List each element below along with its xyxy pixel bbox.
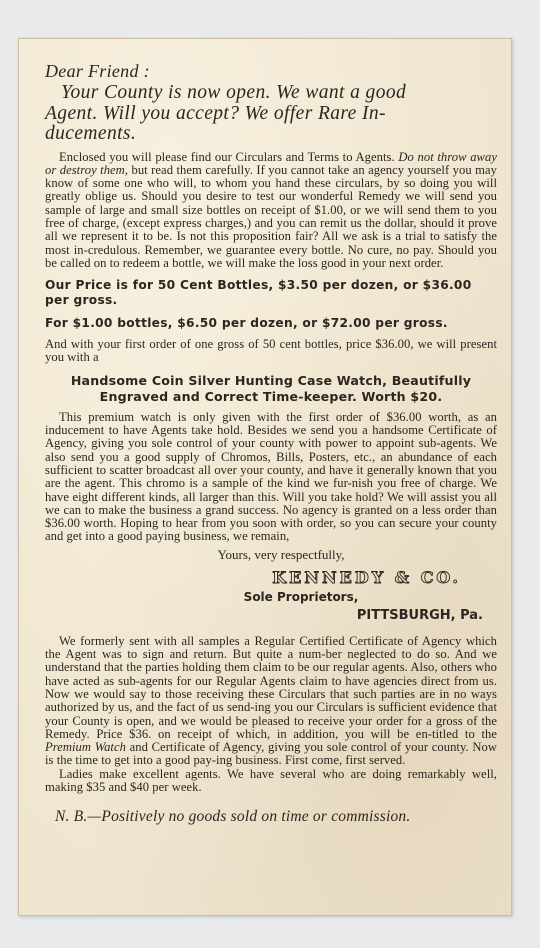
greeting: Dear Friend : <box>45 61 150 81</box>
first-order-text: And with your first order of one gross of 50 cent bottles, price $36.00, we will present you with a <box>45 337 497 365</box>
signoff: Yours, very respectfully, <box>217 546 345 562</box>
headline-line-3: ducements. <box>45 123 137 144</box>
city: PITTSBURGH, Pa. <box>356 607 483 623</box>
headline-line-2: Agent. Will you accept? We offer Rare In- <box>45 102 386 124</box>
company-name: KENNEDY & CO. <box>272 567 461 587</box>
price-1-dollar: For $1.00 bottles, $6.50 per dozen, or $72.00 per gross. <box>45 316 448 331</box>
formerly-paragraph <box>45 635 497 768</box>
intro-paragraph <box>45 151 497 271</box>
headline-line-1: Your County is now open. We want a good <box>61 82 407 103</box>
headline <box>45 83 497 145</box>
formerly-text-c: and Certificate of Agency, giving you sole control of your county. Now is the time to get into a good pay-ing business. First come, first served. <box>45 740 497 768</box>
intro-text-c: but read them carefully. If you cannot take an agency yourself you may know of some one who will, to whom you hand these circulars, by so doing you will greatly oblige us. Should you desire to test our wonderful Remedy we will send you sample of large and small size bottles on receipt of $1.00, or we will send them to you free of charge, (except express charges,) and you can remit us the dollar, should it prove all we represent it to be. Is not this proposition fair? All we ask is a trial to satisfy the most in-credulous. Remember, we guarantee every bottle. No cure, no pay. Should you be called on to redeem a bottle, we will make the loss good in your next order. <box>45 162 497 270</box>
ladies-paragraph: Ladies make excellent agents. We have several who are doing remarkably well, making $35 and $40 per week. <box>45 766 497 794</box>
nota-bene: N. B.—Positively no goods sold on time or commission. <box>55 808 411 826</box>
intro-text-a: Enclosed you will please find our Circulars and Terms to Agents. <box>59 149 395 164</box>
proprietors: Sole Proprietors, <box>243 589 359 604</box>
premium-paragraph: This premium watch is only given with the first order of $36.00 worth, as an inducement to have Agents take hold. Besides we send you a handsome Certificate of Agency, giving you sole control of your county with power to appoint sub-agents. We also send you a good supply of Chromos, Bills, Posters, etc., an abundance of each sufficient to scatter broadcast all over your county, and have it generally known that you are the agent. This chromo is a sample of the kind we fur-nish you free of charge. We have eight different kinds, all larger than this. Will you take hold? We will assist you all we can to make the business a grand success. No agency is granted on a less order than $36.00 worth. Hoping to hear from you soon with order, so you can secure your county and get into a good paying business, we remain, <box>45 409 497 544</box>
circular-card <box>18 38 512 916</box>
formerly-text-a: We formerly sent with all samples a Regular Certified Certificate of Agency which the Agent was to sign and return. But quite a num-ber neglected to do so. And we understand that the parties holding them claim to be our regular agents. Also, others who have acted as sub-agents for our Regular Agents claim to have agencies direct from us. Now we would say to those receiving these Circulars that such parties are in no ways authorized by us, and the fact of us send-ing you our Circulars is sufficient evidence that your County is open, and we would be pleased to receive your order for a gross of the Remedy. Price $36. on receipt of which, in addition, you will be en-titled to the <box>45 633 497 741</box>
formerly-text-italic: Premium Watch <box>45 740 126 755</box>
price-50-cent: Our Price is for 50 Cent Bottles, $3.50 per dozen, or $36.00 per gross. <box>45 278 472 308</box>
intro-text-italic: Do not throw away or destroy them, <box>45 149 497 177</box>
watch-offer-line-2: Engraved and Correct Time-keeper. Worth $20. <box>99 388 443 404</box>
watch-offer-line-1: Handsome Coin Silver Hunting Case Watch, Beautifully <box>70 372 472 388</box>
